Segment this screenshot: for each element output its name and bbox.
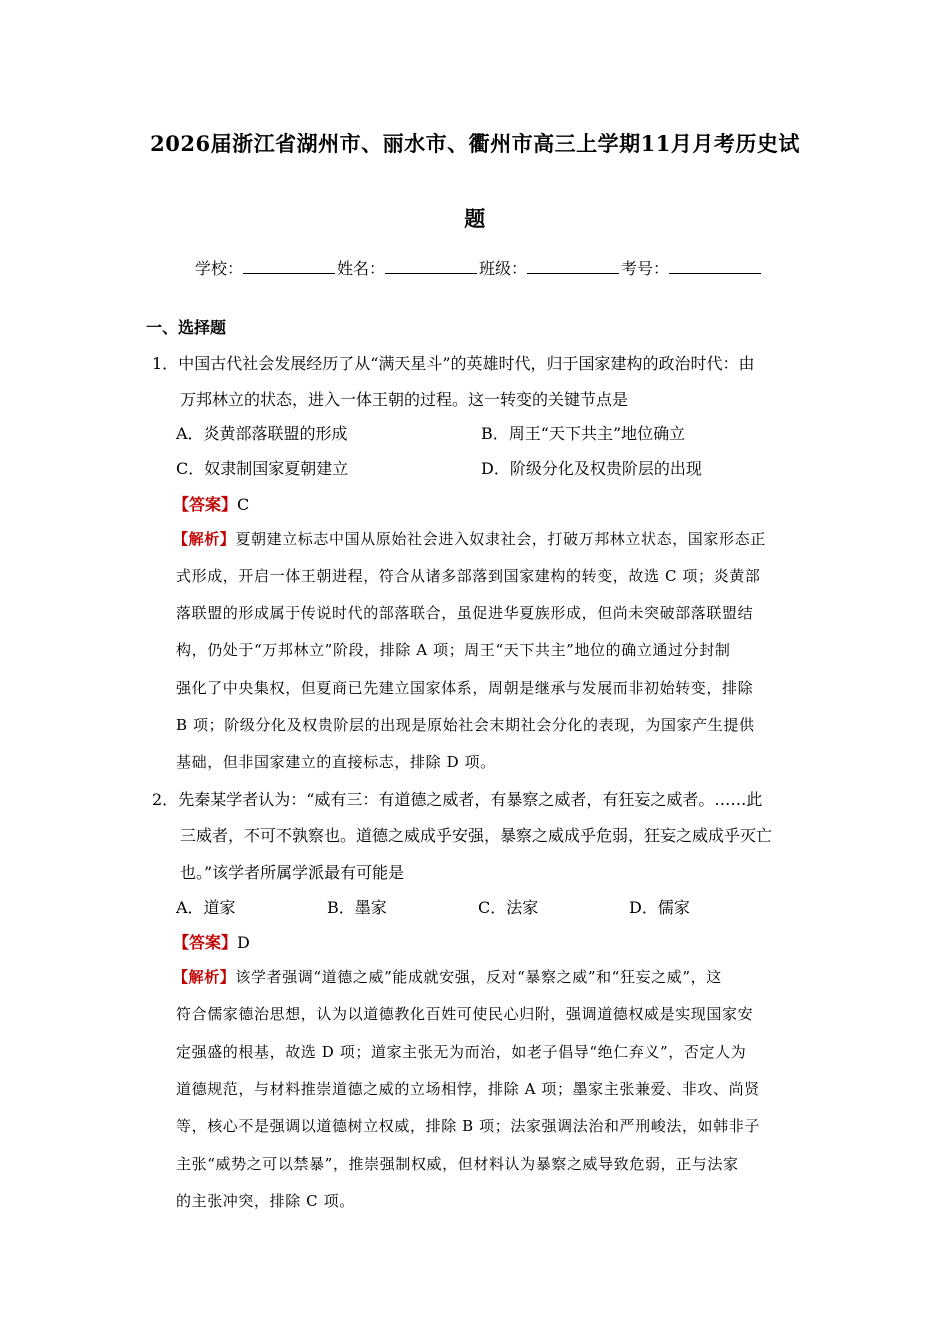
q1-expl-text1: 夏朝建立标志中国从原始社会进入奴隶社会，打破万邦林立状态，国家形态正 [235, 530, 766, 548]
q2-explanation-line7: 的主张冲突，排除 C 项。 [176, 1192, 355, 1210]
q1-answer-tag: 【答案】 [173, 495, 238, 514]
q1-stem-text1: 中国古代社会发展经历了从“满天星斗”的英雄时代，归于国家建构的政治时代：由 [178, 354, 755, 373]
q2-explanation-line6: 主张“威势之可以禁暴”，推崇强制权威，但材料认为暴察之威导致危弱，正与法家 [176, 1155, 739, 1173]
q1-explanation-line7: 基础，但非国家建立的直接标志，排除 D 项。 [176, 753, 496, 771]
q1-answer-value: C [237, 495, 250, 514]
q1-option-b: B．周王“天下共主”地位确立 [481, 424, 686, 443]
q2-answer [173, 930, 250, 953]
doc-title-line2: 题 [464, 206, 486, 231]
q2-explanation-line2: 符合儒家德治思想，认为以道德教化百姓可使民心归附，强调道德权威是实现国家安 [176, 1005, 754, 1023]
q1-explanation-line2: 式形成，开启一体王朝进程，符合从诸多部落到国家建构的转变，故选 C 项；炎黄部 [176, 567, 761, 585]
q1-answer [173, 492, 249, 515]
q2-explanation-line3: 定强盛的根基，故选 D 项；道家主张无为而治，如老子倡导“绝仁弃义”，否定人为 [176, 1043, 747, 1061]
q1-explanation-line4: 构，仍处于“万邦林立”阶段，排除 A 项；周王“天下共主”地位的确立通过分封制 [176, 641, 731, 659]
q2-stem-text1: 先秦某学者认为：“威有三：有道德之威者，有暴察之威者，有狂妄之威者。……此 [178, 790, 763, 809]
q1-explanation-line5: 强化了中央集权，但夏商已先建立国家体系，周朝是继承与发展而非初始转变，排除 [176, 679, 754, 697]
q1-stem-line2: 万邦林立的状态，进入一体王朝的过程。这一转变的关键节点是 [180, 390, 629, 409]
q2-answer-tag: 【答案】 [173, 933, 238, 952]
name-label: 姓名： [337, 259, 386, 278]
q2-expl-text1: 该学者强调“道德之威”能成就安强，反对“暴察之威”和“狂妄之威”，这 [235, 968, 722, 986]
q1-option-a: A．炎黄部落联盟的形成 [176, 424, 348, 443]
q1-explanation-line3: 落联盟的形成属于传说时代的部落联合，虽促进华夏族形成，但尚未突破部落联盟结 [176, 604, 754, 622]
q2-explanation-line5: 等，核心不是强调以道德树立权威，排除 B 项；法家强调法治和严刑峻法，如韩非子 [176, 1117, 760, 1135]
q1-stem-line1 [152, 351, 755, 374]
school-label: 学校： [195, 259, 244, 278]
id-label: 考号： [621, 259, 670, 278]
q1-explanation-line6: B 项；阶级分化及权贵阶层的出现是原始社会末期社会分化的表现，为国家产生提供 [176, 716, 755, 734]
q2-stem-line1 [152, 787, 762, 810]
q2-expl-tag: 【解析】 [173, 968, 236, 986]
q2-option-a: A．道家 [176, 898, 236, 917]
class-blank[interactable] [527, 258, 619, 274]
school-blank[interactable] [243, 258, 335, 274]
q2-option-c: C．法家 [478, 898, 539, 917]
q2-answer-value: D [237, 933, 250, 952]
q1-expl-tag: 【解析】 [173, 530, 236, 548]
doc-title-line1: 2026届浙江省湖州市、丽水市、衢州市高三上学期11月月考历史试 [150, 131, 800, 156]
q2-explanation-line4: 道德规范，与材料推崇道德之威的立场相悖，排除 A 项；墨家主张兼爱、非攻、尚贤 [176, 1080, 760, 1098]
q2-option-d: D．儒家 [629, 898, 690, 917]
q2-number: 2． [152, 790, 179, 809]
q1-option-c: C．奴隶制国家夏朝建立 [176, 459, 349, 478]
name-blank[interactable] [385, 258, 477, 274]
q2-stem-line3: 也。”该学者所属学派最有可能是 [180, 863, 405, 882]
student-info-row [195, 256, 763, 279]
q1-option-d: D．阶级分化及权贵阶层的出现 [481, 459, 702, 478]
q2-option-b: B．墨家 [327, 898, 387, 917]
q1-number: 1． [152, 354, 179, 373]
section-heading: 一、选择题 [146, 318, 227, 337]
q1-explanation-line1 [173, 528, 766, 549]
q2-stem-line2: 三威者，不可不孰察也。道德之威成乎安强，暴察之威成乎危弱，狂妄之威成乎灭亡 [180, 826, 773, 845]
id-blank[interactable] [669, 258, 761, 274]
class-label: 班级： [479, 259, 528, 278]
q2-explanation-line1 [173, 966, 722, 987]
